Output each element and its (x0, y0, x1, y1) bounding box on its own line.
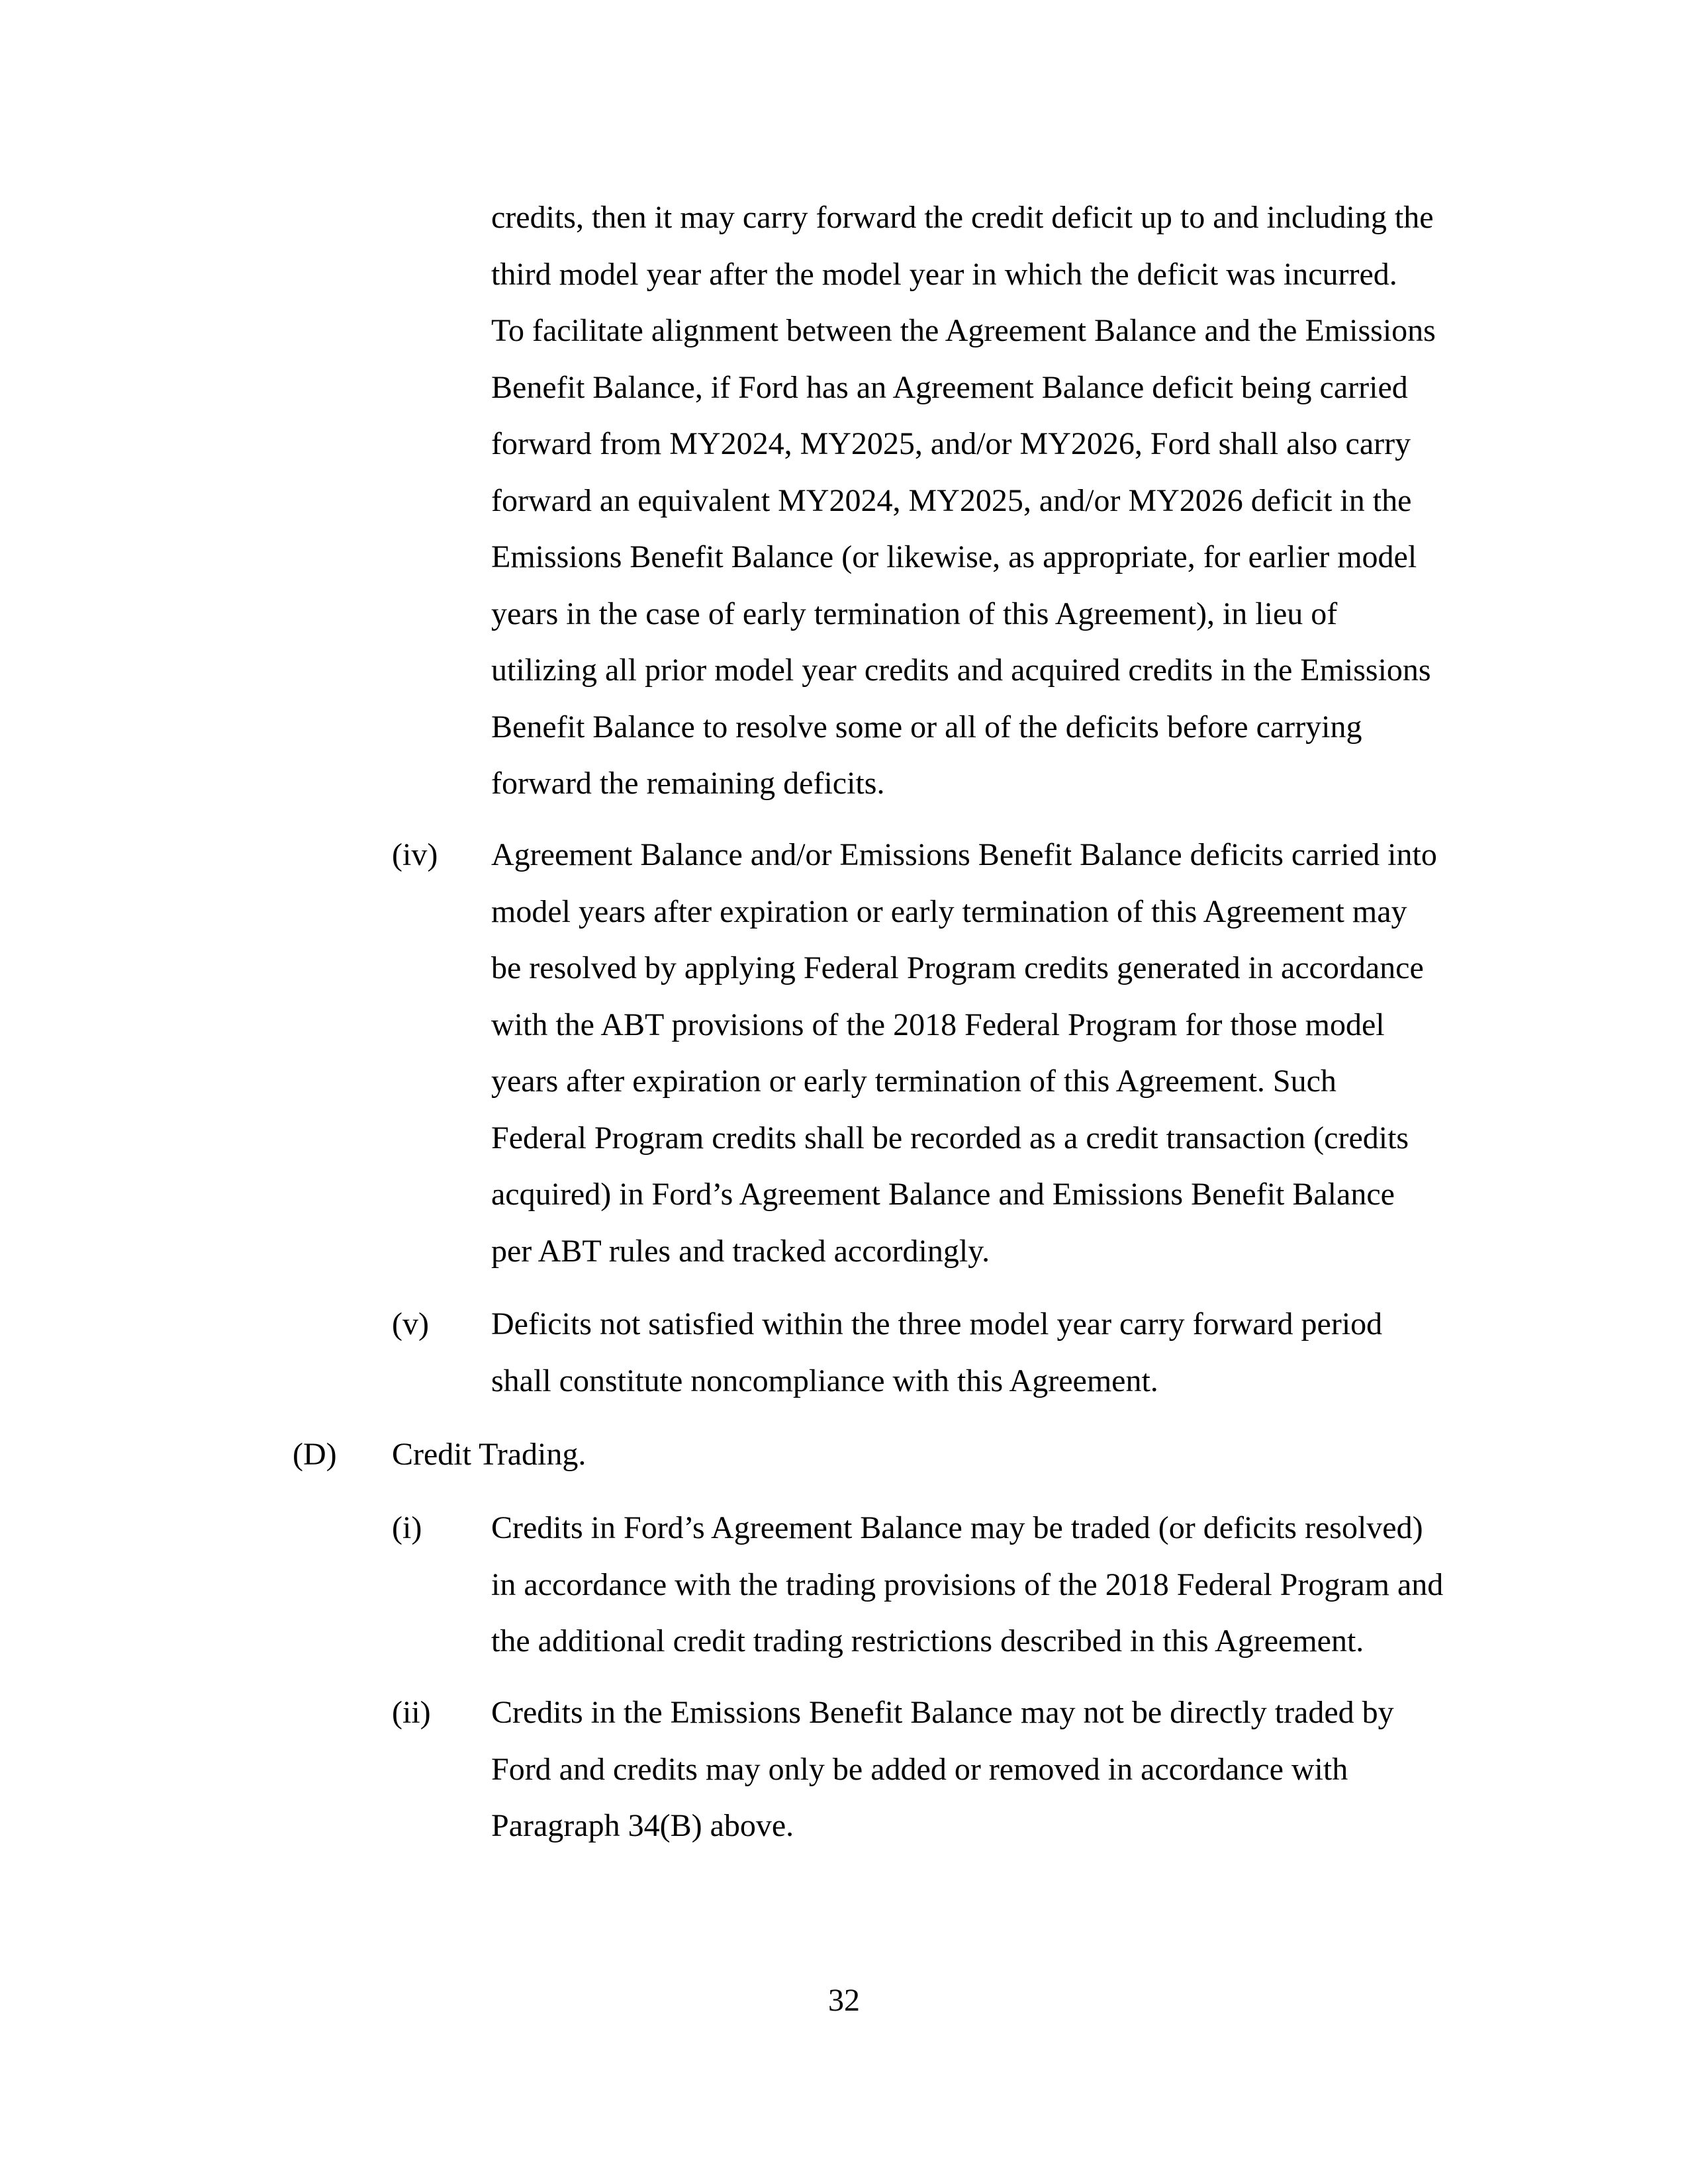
text-line: the additional credit trading restrictions described in this Agreement. (491, 1623, 1364, 1659)
text-line: forward from MY2024, MY2025, and/or MY2026, Ford shall also carry (491, 426, 1411, 461)
text-line: Agreement Balance and/or Emissions Benefit Balance deficits carried into (491, 837, 1437, 872)
text-line: per ABT rules and tracked accordingly. (491, 1233, 990, 1269)
item-marker-i: (i) (392, 1510, 422, 1545)
text-line: years after expiration or early termination of this Agreement. Such (491, 1064, 1336, 1099)
text-line: To facilitate alignment between the Agreement Balance and the Emissions (491, 313, 1436, 348)
text-line: Deficits not satisfied within the three model year carry forward period (491, 1306, 1383, 1342)
text-line: Benefit Balance, if Ford has an Agreement Balance deficit being carried (491, 369, 1408, 405)
item-v-paragraph (491, 1296, 1382, 1409)
text-line: utilizing all prior model year credits and acquired credits in the Emissions (491, 653, 1431, 688)
item-d-i-paragraph (491, 1500, 1443, 1670)
item-marker-iv: (iv) (392, 837, 438, 872)
text-line: third model year after the model year in which the deficit was incurred. (491, 256, 1397, 292)
text-line: forward the remaining deficits. (491, 766, 885, 801)
text-line: Benefit Balance to resolve some or all of the deficits before carrying (491, 709, 1362, 745)
text-line: model years after expiration or early termination of this Agreement may (491, 893, 1407, 929)
text-line: Paragraph 34(B) above. (491, 1808, 794, 1843)
text-line: Federal Program credits shall be recorded as a credit transaction (credits (491, 1120, 1409, 1156)
text-line: credits, then it may carry forward the credit deficit up to and including the (491, 200, 1434, 235)
text-line: be resolved by applying Federal Program credits generated in accordance (491, 950, 1424, 985)
text-line: Credits in the Emissions Benefit Balance may not be directly traded by (491, 1695, 1394, 1730)
page-number: 32 (828, 1983, 860, 2018)
section-heading-credit-trading: Credit Trading. (392, 1437, 586, 1472)
text-line: shall constitute noncompliance with this Agreement. (491, 1363, 1158, 1398)
text-line: Ford and credits may only be added or removed in accordance with (491, 1751, 1348, 1787)
text-line: in accordance with the trading provisions of the 2018 Federal Program and (491, 1567, 1444, 1602)
text-line: with the ABT provisions of the 2018 Federal Program for those model (491, 1007, 1385, 1042)
text-line: years in the case of early termination of this Agreement), in lieu of (491, 596, 1338, 631)
item-marker-ii: (ii) (392, 1695, 431, 1730)
section-marker-d: (D) (293, 1437, 337, 1472)
text-line: Credits in Ford’s Agreement Balance may be traded (or deficits resolved) (491, 1510, 1423, 1545)
text-line: Emissions Benefit Balance (or likewise, as appropriate, for earlier model (491, 539, 1417, 574)
item-d-ii-paragraph (491, 1684, 1394, 1854)
item-iv-paragraph (491, 827, 1437, 1279)
item-marker-v: (v) (392, 1306, 429, 1342)
text-line: forward an equivalent MY2024, MY2025, and/or MY2026 deficit in the (491, 482, 1412, 518)
continuation-paragraph (491, 189, 1436, 812)
text-line: acquired) in Ford’s Agreement Balance and Emissions Benefit Balance (491, 1177, 1395, 1212)
